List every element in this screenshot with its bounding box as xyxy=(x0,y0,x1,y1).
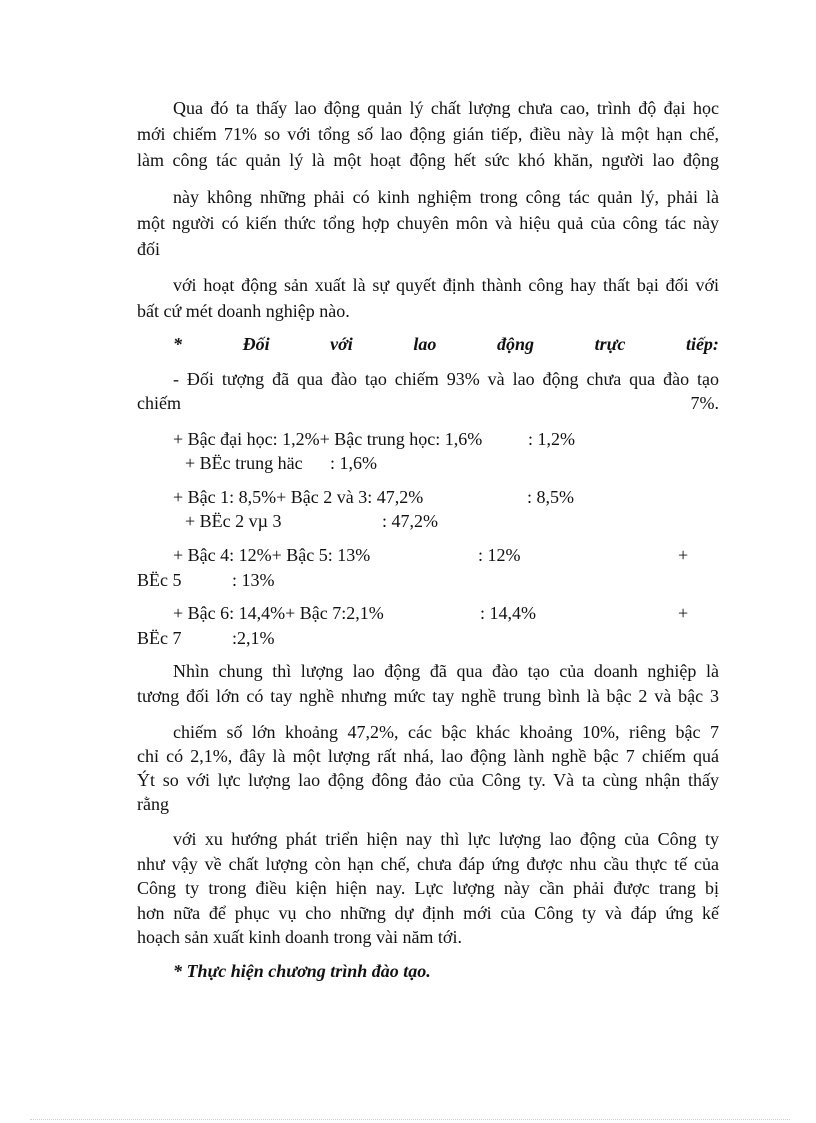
list-item: + Bậc 4: 12%+ Bậc 5: 13% xyxy=(173,545,371,565)
heading-word: tiếp: xyxy=(685,334,719,354)
list-item: BËc 5 xyxy=(137,570,182,590)
paragraph-line: Ýt so với lực lượng lao động đông đảo của Công ty. Và ta cùng nhận thấy xyxy=(137,770,719,790)
paragraph-line: - Đối tượng đã qua đào tạo chiếm 93% và lao động chưa qua đào tạo xyxy=(173,369,719,389)
list-item: + Bậc 1: 8,5%+ Bậc 2 và 3: 47,2% xyxy=(173,487,424,507)
paragraph-line: này không những phải có kinh nghiệm trong công tác quản lý, phải là xyxy=(173,187,719,207)
paragraph-line: hơn nữa để phục vụ cho những dự định mới của Công ty và đáp ứng kế xyxy=(137,903,719,923)
paragraph-line: một người có kiến thức tổng hợp chuyên môn và hiệu quả của công tác này xyxy=(137,213,719,233)
list-plus: + xyxy=(678,603,689,623)
paragraph-line: Qua đó ta thấy lao động quản lý chất lượng chưa cao, trình độ đại học xyxy=(173,98,719,118)
paragraph-line: Công ty trong điều kiện hiện nay. Lực lượng này cần phải được trang bị xyxy=(137,878,719,898)
paragraph-line: rằng xyxy=(137,794,169,814)
heading-word: * xyxy=(173,334,182,354)
paragraph-line: mới chiếm 71% so với tổng số lao động gián tiếp, điều này là một hạn chế, xyxy=(137,124,719,144)
list-plus: + xyxy=(678,545,689,565)
page-bottom-divider xyxy=(30,1119,790,1120)
list-value: : 47,2% xyxy=(382,511,438,531)
paragraph-line: đối xyxy=(137,239,161,259)
section-heading-direct-labor xyxy=(173,332,719,356)
paragraph-line: Nhìn chung thì lượng lao động đã qua đào tạo của doanh nghiệp là xyxy=(173,661,719,681)
list-item: BËc 7 xyxy=(137,628,182,648)
paragraph-line: chỉ có 2,1%, đây là một lượng rất nhá, lao động lành nghề bậc 7 chiếm quá xyxy=(137,746,719,766)
section-heading-training-program: * Thực hiện chương trình đào tạo. xyxy=(173,961,431,981)
list-item: + BËc trung häc xyxy=(185,453,303,473)
paragraph-line xyxy=(137,391,719,415)
paragraph-line: với xu hướng phát triển hiện nay thì lực lượng lao động của Công ty xyxy=(173,829,719,849)
paragraph-line: chiếm số lớn khoảng 47,2%, các bậc khác khoảng 10%, riêng bậc 7 xyxy=(173,722,719,742)
heading-word: trực xyxy=(594,334,626,354)
paragraph-line: như vậy về chất lượng còn hạn chế, chưa đáp ứng được nhu cầu thực tế của xyxy=(137,854,719,874)
paragraph-line: tương đối lớn có tay nghề nhưng mức tay nghề trung bình là bậc 2 và bậc 3 xyxy=(137,686,719,706)
paragraph-line: với hoạt động sản xuất là sự quyết định thành công hay thất bại đối với xyxy=(173,275,719,295)
paragraph-line: bất cứ mét doanh nghiệp nào. xyxy=(137,301,350,321)
list-value: : 12% xyxy=(478,545,521,565)
heading-word: động xyxy=(496,334,534,354)
line-text-right: 7%. xyxy=(690,393,719,413)
list-item: + BËc 2 vµ 3 xyxy=(185,511,282,531)
paragraph-line: hoạch sản xuất kinh doanh trong vài năm tới. xyxy=(137,927,462,947)
list-value: : 1,2% xyxy=(528,429,575,449)
list-value: : 1,6% xyxy=(330,453,377,473)
paragraph-line: làm công tác quản lý là một hoạt động hết sức khó khăn, người lao động xyxy=(137,150,719,170)
heading-word: lao xyxy=(413,334,437,354)
list-item: + Bậc đại học: 1,2%+ Bậc trung học: 1,6% xyxy=(173,429,483,449)
list-value: :2,1% xyxy=(232,628,275,648)
heading-word: với xyxy=(330,334,353,354)
list-value: : 8,5% xyxy=(527,487,574,507)
line-text-left: chiếm xyxy=(137,393,181,413)
list-item: + Bậc 6: 14,4%+ Bậc 7:2,1% xyxy=(173,603,384,623)
list-value: : 14,4% xyxy=(480,603,536,623)
heading-word: Đối xyxy=(242,334,270,354)
list-value: : 13% xyxy=(232,570,275,590)
